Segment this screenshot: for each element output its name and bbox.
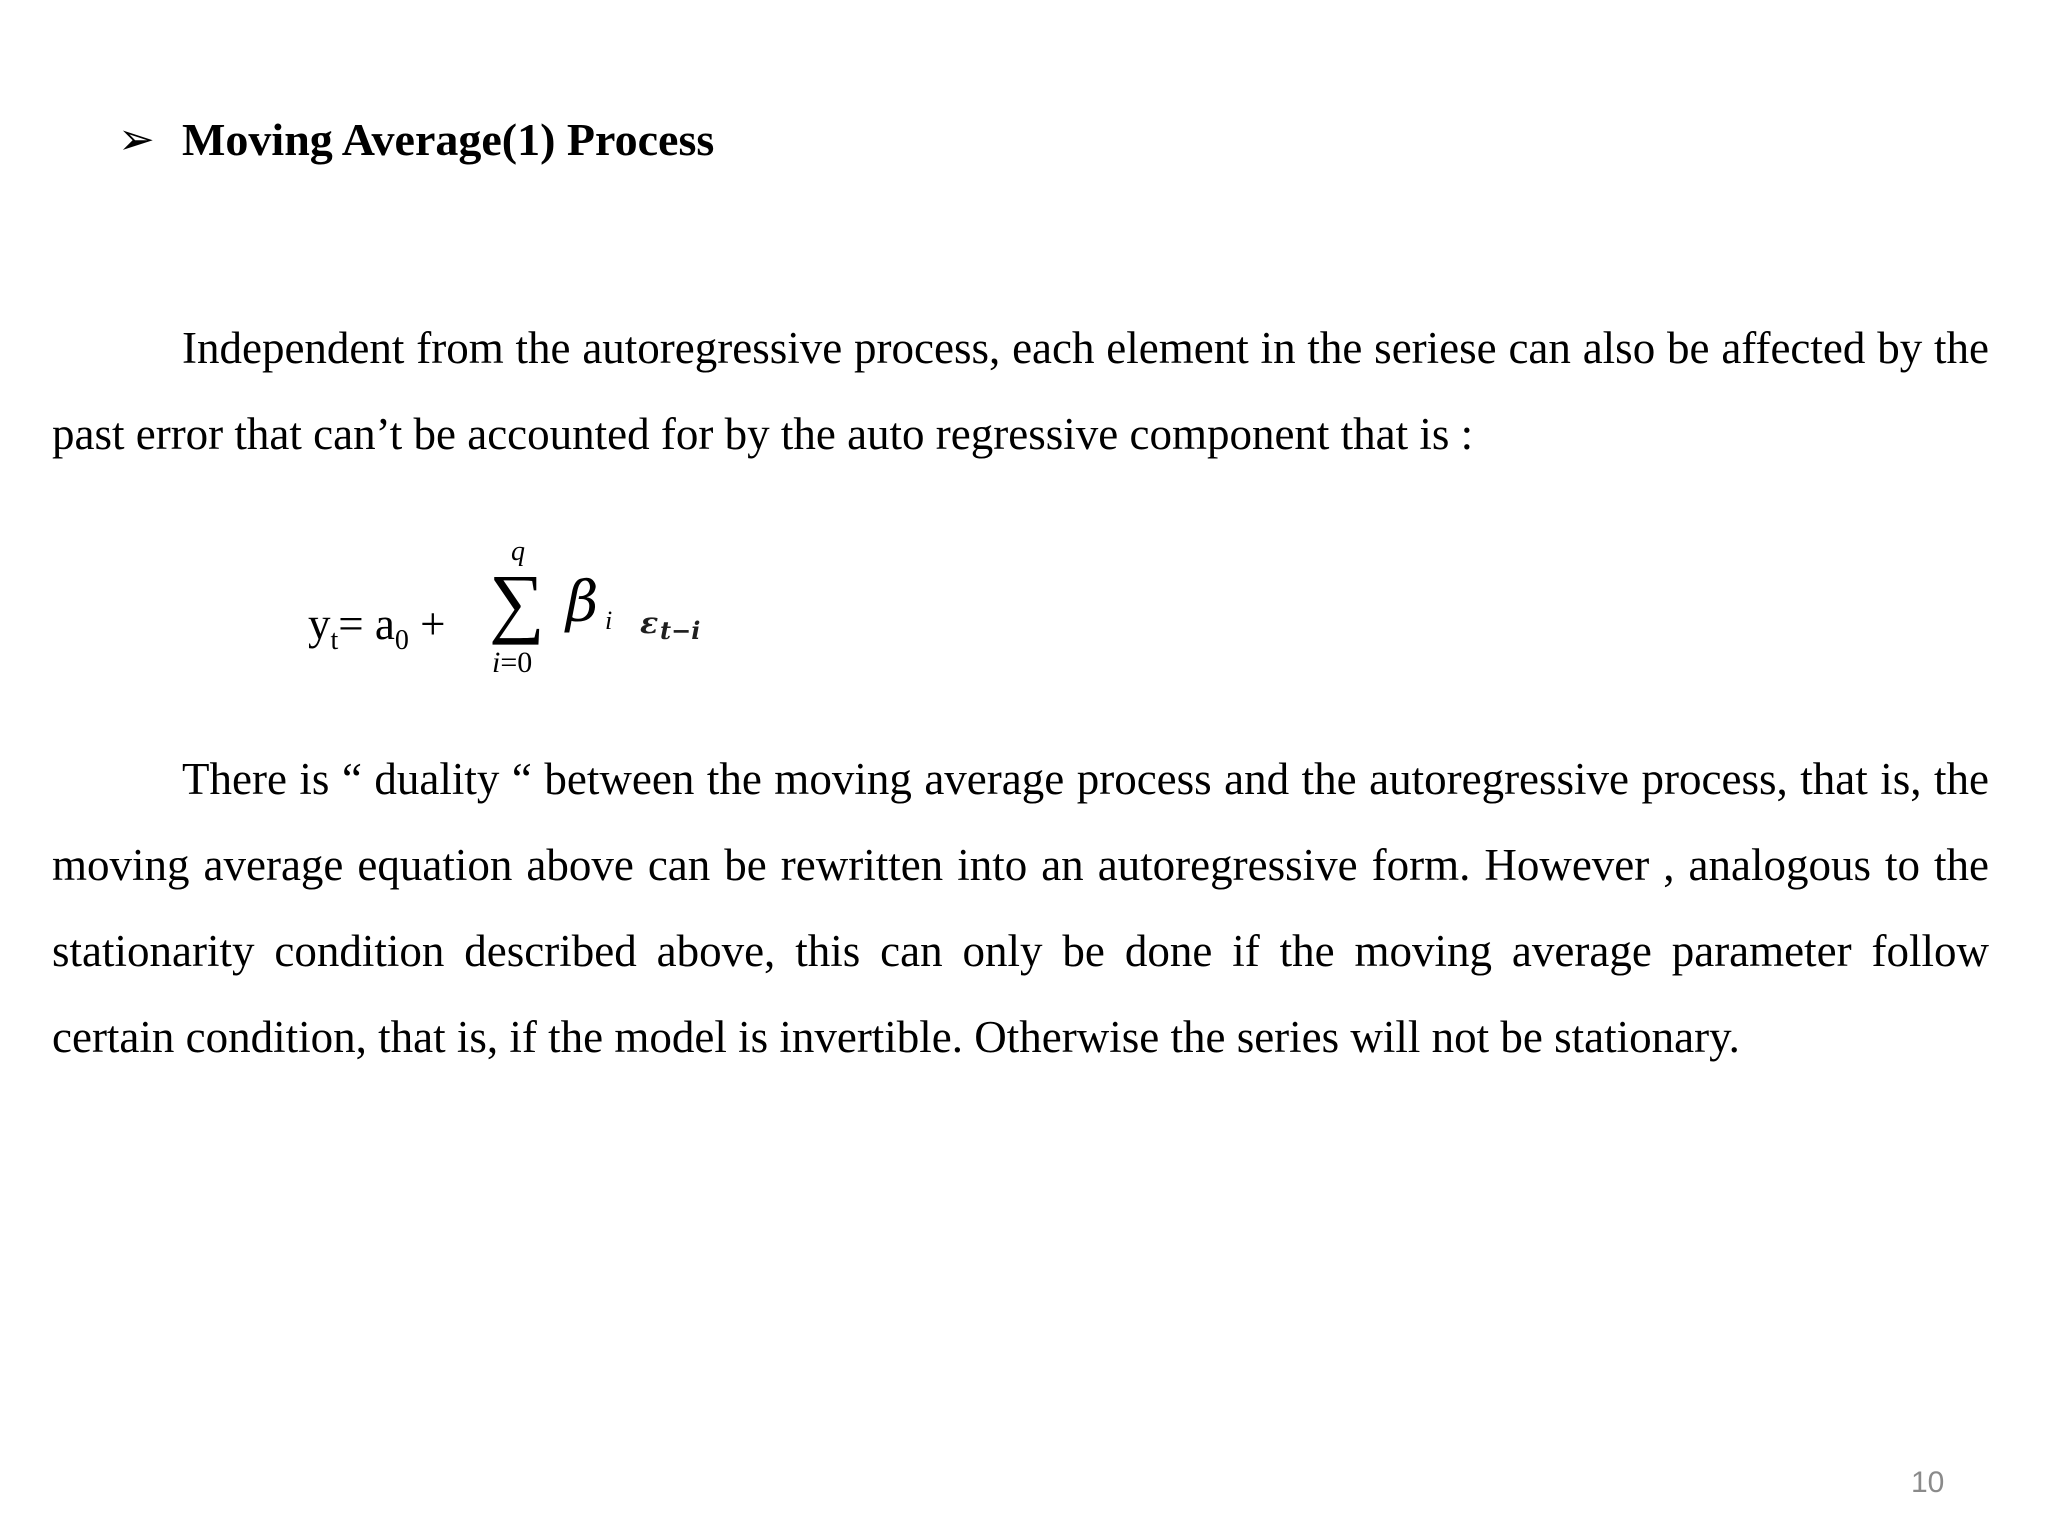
paragraph-duality: There is “ duality “ between the moving average process and the autoregressive process, that is, the moving average equation above can be rewritten into an autoregressive form. However , analogous to the stationarity condition described above, this can only be done if the moving average parameter follow certain condition, that is, if the model is invertible. Otherwise the series will not be stationary. <box>52 754 1989 1062</box>
arrow-bullet-icon: ➢ <box>118 115 155 164</box>
page-number: 10 <box>1911 1466 1945 1499</box>
formula-plus: + <box>408 599 446 649</box>
sum-lower-limit <box>492 646 532 680</box>
sum-lower-var: i <box>492 646 501 679</box>
formula-y: y <box>308 599 331 649</box>
sum-lower-rest: =0 <box>500 646 533 679</box>
beta-subscript: i <box>605 606 613 635</box>
summation-sign: ∑ <box>489 558 545 645</box>
paragraph-intro: Independent from the autoregressive process, each element in the seriese can also be affected by the past error that can’t be accounted for by the auto regressive component that is : <box>52 323 1989 459</box>
sum-upper-limit: q <box>511 536 525 567</box>
formula-lhs <box>308 598 446 657</box>
ma-formula <box>308 536 748 690</box>
epsilon-symbol: ε <box>640 606 659 641</box>
formula-y-subscript: t <box>330 625 339 656</box>
beta-symbol: β <box>566 570 599 635</box>
formula-equals-a: = a <box>338 599 395 649</box>
formula-a-subscript: 0 <box>394 625 409 656</box>
epsilon-subscript: t−i <box>660 616 701 645</box>
section-title: Moving Average(1) Process <box>182 114 715 165</box>
